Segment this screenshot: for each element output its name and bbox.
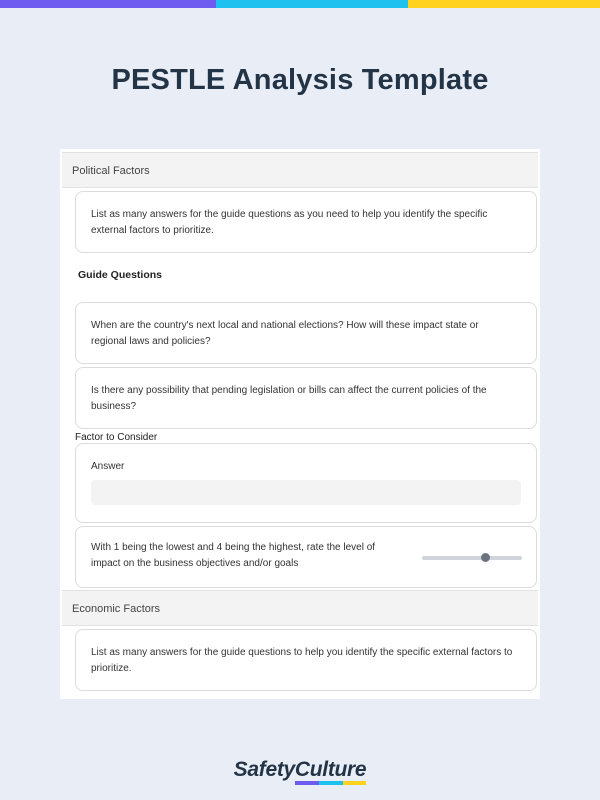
instruction-text: List as many answers for the guide questions as you need to help you identify the specific external factors to prioritize.	[91, 209, 488, 236]
safetyculture-logo	[0, 758, 600, 782]
guide-questions-label: Guide Questions	[78, 269, 163, 281]
answer-input[interactable]	[91, 480, 521, 505]
impact-rating-slider[interactable]	[422, 555, 522, 561]
form-preview	[60, 149, 540, 699]
guide-question-text: When are the country's next local and national elections? How will these impact state or regional laws and policies?	[91, 320, 479, 347]
guide-question-card	[75, 367, 537, 429]
slider-track	[422, 556, 522, 560]
instruction-card-economic	[75, 629, 537, 691]
guide-question-card	[75, 302, 537, 364]
instruction-text: List as many answers for the guide questions to help you identify the specific external factors to prioritize.	[91, 647, 513, 674]
accent-bar-cyan	[216, 0, 408, 8]
slider-thumb[interactable]	[481, 553, 490, 562]
top-accent-bar	[0, 0, 600, 8]
logo-underline	[295, 781, 366, 785]
guide-question-text: Is there any possibility that pending legislation or bills can affect the current policies of the business?	[91, 385, 487, 412]
page-title: PESTLE Analysis Template	[111, 64, 489, 96]
section-header-political[interactable]: Political Factors	[62, 152, 538, 188]
rating-card	[75, 526, 537, 588]
answer-card	[75, 443, 537, 523]
section-header-economic[interactable]: Economic Factors	[62, 590, 538, 626]
logo-word-safety: Safety	[233, 758, 295, 781]
rating-question-text: With 1 being the lowest and 4 being the highest, rate the level of impact on the business objectives and/or goals	[91, 542, 376, 569]
instruction-card-political	[75, 191, 537, 253]
accent-bar-yellow	[408, 0, 600, 8]
logo-word-culture: Culture	[294, 758, 367, 781]
accent-bar-purple	[0, 0, 216, 8]
factor-to-consider-label: Factor to Consider	[75, 432, 158, 443]
answer-label: Answer	[91, 461, 125, 472]
